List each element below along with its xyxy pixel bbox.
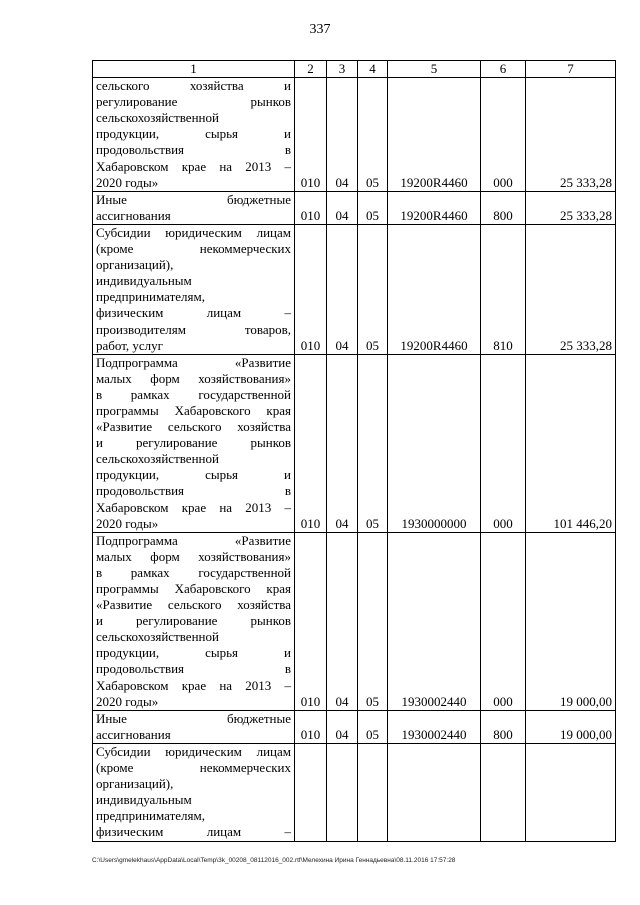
row-name-cell — [93, 191, 295, 224]
row-name-cell — [93, 224, 295, 354]
name-line: 2020 годы» — [96, 515, 159, 531]
row-name-cell — [93, 78, 295, 192]
table-row — [93, 354, 616, 532]
name-line: работ, услуг — [96, 337, 164, 353]
cell-c7 — [526, 743, 616, 841]
name-line: малых форм хозяйствования» — [96, 370, 291, 386]
cell-c6 — [481, 743, 526, 841]
cell-c2: 010 — [295, 710, 327, 743]
table-header-row — [93, 61, 616, 78]
name-line: продукции, сырья и — [96, 126, 291, 142]
name-line: Иные бюджетные — [96, 191, 291, 207]
cell-c3: 04 — [327, 191, 358, 224]
name-line: Иные бюджетные — [96, 710, 291, 726]
name-line: продовольствия в — [96, 483, 291, 499]
cell-c7: 25 333,28 — [526, 224, 616, 354]
file-path-footer: C:\Users\gmelekhaus\AppData\Local\Temp\3k_00208_08112016_002.rtf\Мелехина Ирина Геннадьевна\08.11.2016 17:57:28 — [92, 857, 456, 864]
cell-c4: 05 — [358, 710, 388, 743]
row-name-cell — [93, 710, 295, 743]
name-line: и регулирование рынков — [96, 613, 291, 629]
name-line: в рамках государственной — [96, 564, 291, 580]
cell-c7: 25 333,28 — [526, 78, 616, 192]
cell-c5: 1930002440 — [388, 710, 481, 743]
name-line: малых форм хозяйствования» — [96, 548, 291, 564]
cell-c5: 19200R4460 — [388, 224, 481, 354]
name-line: организаций), — [96, 776, 174, 792]
cell-c6: 800 — [481, 710, 526, 743]
cell-c2: 010 — [295, 191, 327, 224]
cell-c4: 05 — [358, 78, 388, 192]
name-line: «Развитие сельского хозяйства — [96, 597, 291, 613]
table-row — [93, 743, 616, 841]
cell-c5: 1930002440 — [388, 532, 481, 710]
name-line: (кроме некоммерческих — [96, 760, 291, 776]
name-line: сельскохозяйственной — [96, 629, 219, 645]
cell-c6: 000 — [481, 78, 526, 192]
table-row — [93, 191, 616, 224]
name-line: продовольствия в — [96, 142, 291, 158]
header-cell: 4 — [358, 61, 388, 78]
name-line: 2020 годы» — [96, 693, 159, 709]
name-line: Субсидии юридическим лицам — [96, 743, 291, 759]
cell-c4: 05 — [358, 532, 388, 710]
name-line: ассигнования — [96, 207, 171, 223]
name-line: «Развитие сельского хозяйства — [96, 419, 291, 435]
budget-table — [92, 60, 616, 842]
name-line: индивидуальным — [96, 792, 192, 808]
cell-c7: 19 000,00 — [526, 710, 616, 743]
cell-c5: 19200R4460 — [388, 78, 481, 192]
name-line: Подпрограмма «Развитие — [96, 354, 291, 370]
name-line: физическим лицам – — [96, 824, 291, 840]
cell-c3: 04 — [327, 710, 358, 743]
cell-c4: 05 — [358, 354, 388, 532]
header-cell: 6 — [481, 61, 526, 78]
cell-c3: 04 — [327, 354, 358, 532]
cell-c4: 05 — [358, 224, 388, 354]
cell-c6: 810 — [481, 224, 526, 354]
name-line: предпринимателям, — [96, 808, 205, 824]
row-name-cell — [93, 532, 295, 710]
name-line: Подпрограмма «Развитие — [96, 532, 291, 548]
page-number: 337 — [309, 22, 331, 37]
cell-c2 — [295, 743, 327, 841]
name-line: продукции, сырья и — [96, 645, 291, 661]
name-line: сельского хозяйства и — [96, 78, 291, 94]
cell-c3: 04 — [327, 78, 358, 192]
name-line: сельскохозяйственной — [96, 451, 219, 467]
name-line: сельскохозяйственной — [96, 110, 219, 126]
name-line: Хабаровском крае на 2013 – — [96, 499, 291, 515]
row-name-cell — [93, 354, 295, 532]
name-line: (кроме некоммерческих — [96, 241, 291, 257]
cell-c2: 010 — [295, 78, 327, 192]
name-line: 2020 годы» — [96, 174, 159, 190]
header-cell: 3 — [327, 61, 358, 78]
cell-c6: 000 — [481, 532, 526, 710]
name-line: Хабаровском крае на 2013 – — [96, 158, 291, 174]
header-cell: 2 — [295, 61, 327, 78]
cell-c2: 010 — [295, 224, 327, 354]
name-line: программы Хабаровского края — [96, 402, 291, 418]
cell-c7: 101 446,20 — [526, 354, 616, 532]
name-line: предпринимателям, — [96, 289, 205, 305]
cell-c3: 04 — [327, 532, 358, 710]
cell-c2: 010 — [295, 532, 327, 710]
name-line: и регулирование рынков — [96, 435, 291, 451]
header-cell: 5 — [388, 61, 481, 78]
table-row — [93, 532, 616, 710]
cell-c5: 19200R4460 — [388, 191, 481, 224]
name-line: производителям товаров, — [96, 321, 291, 337]
name-line: в рамках государственной — [96, 386, 291, 402]
cell-c5: 1930000000 — [388, 354, 481, 532]
name-line: физическим лицам – — [96, 305, 291, 321]
name-line: Субсидии юридическим лицам — [96, 224, 291, 240]
name-line: продукции, сырья и — [96, 467, 291, 483]
table-row — [93, 710, 616, 743]
cell-c3: 04 — [327, 224, 358, 354]
name-line: организаций), — [96, 257, 174, 273]
table-row — [93, 78, 616, 192]
cell-c3 — [327, 743, 358, 841]
cell-c4: 05 — [358, 191, 388, 224]
cell-c7: 25 333,28 — [526, 191, 616, 224]
header-cell: 7 — [526, 61, 616, 78]
table-row — [93, 224, 616, 354]
cell-c2: 010 — [295, 354, 327, 532]
name-line: индивидуальным — [96, 273, 192, 289]
cell-c6: 800 — [481, 191, 526, 224]
name-line: продовольствия в — [96, 661, 291, 677]
name-line: программы Хабаровского края — [96, 581, 291, 596]
name-line: регулирование рынков — [96, 94, 291, 110]
name-line: Хабаровском крае на 2013 – — [96, 677, 291, 693]
cell-c7: 19 000,00 — [526, 532, 616, 710]
row-name-cell — [93, 743, 295, 841]
cell-c5 — [388, 743, 481, 841]
cell-c4 — [358, 743, 388, 841]
name-line: ассигнования — [96, 726, 171, 742]
cell-c6: 000 — [481, 354, 526, 532]
header-cell: 1 — [93, 61, 295, 78]
